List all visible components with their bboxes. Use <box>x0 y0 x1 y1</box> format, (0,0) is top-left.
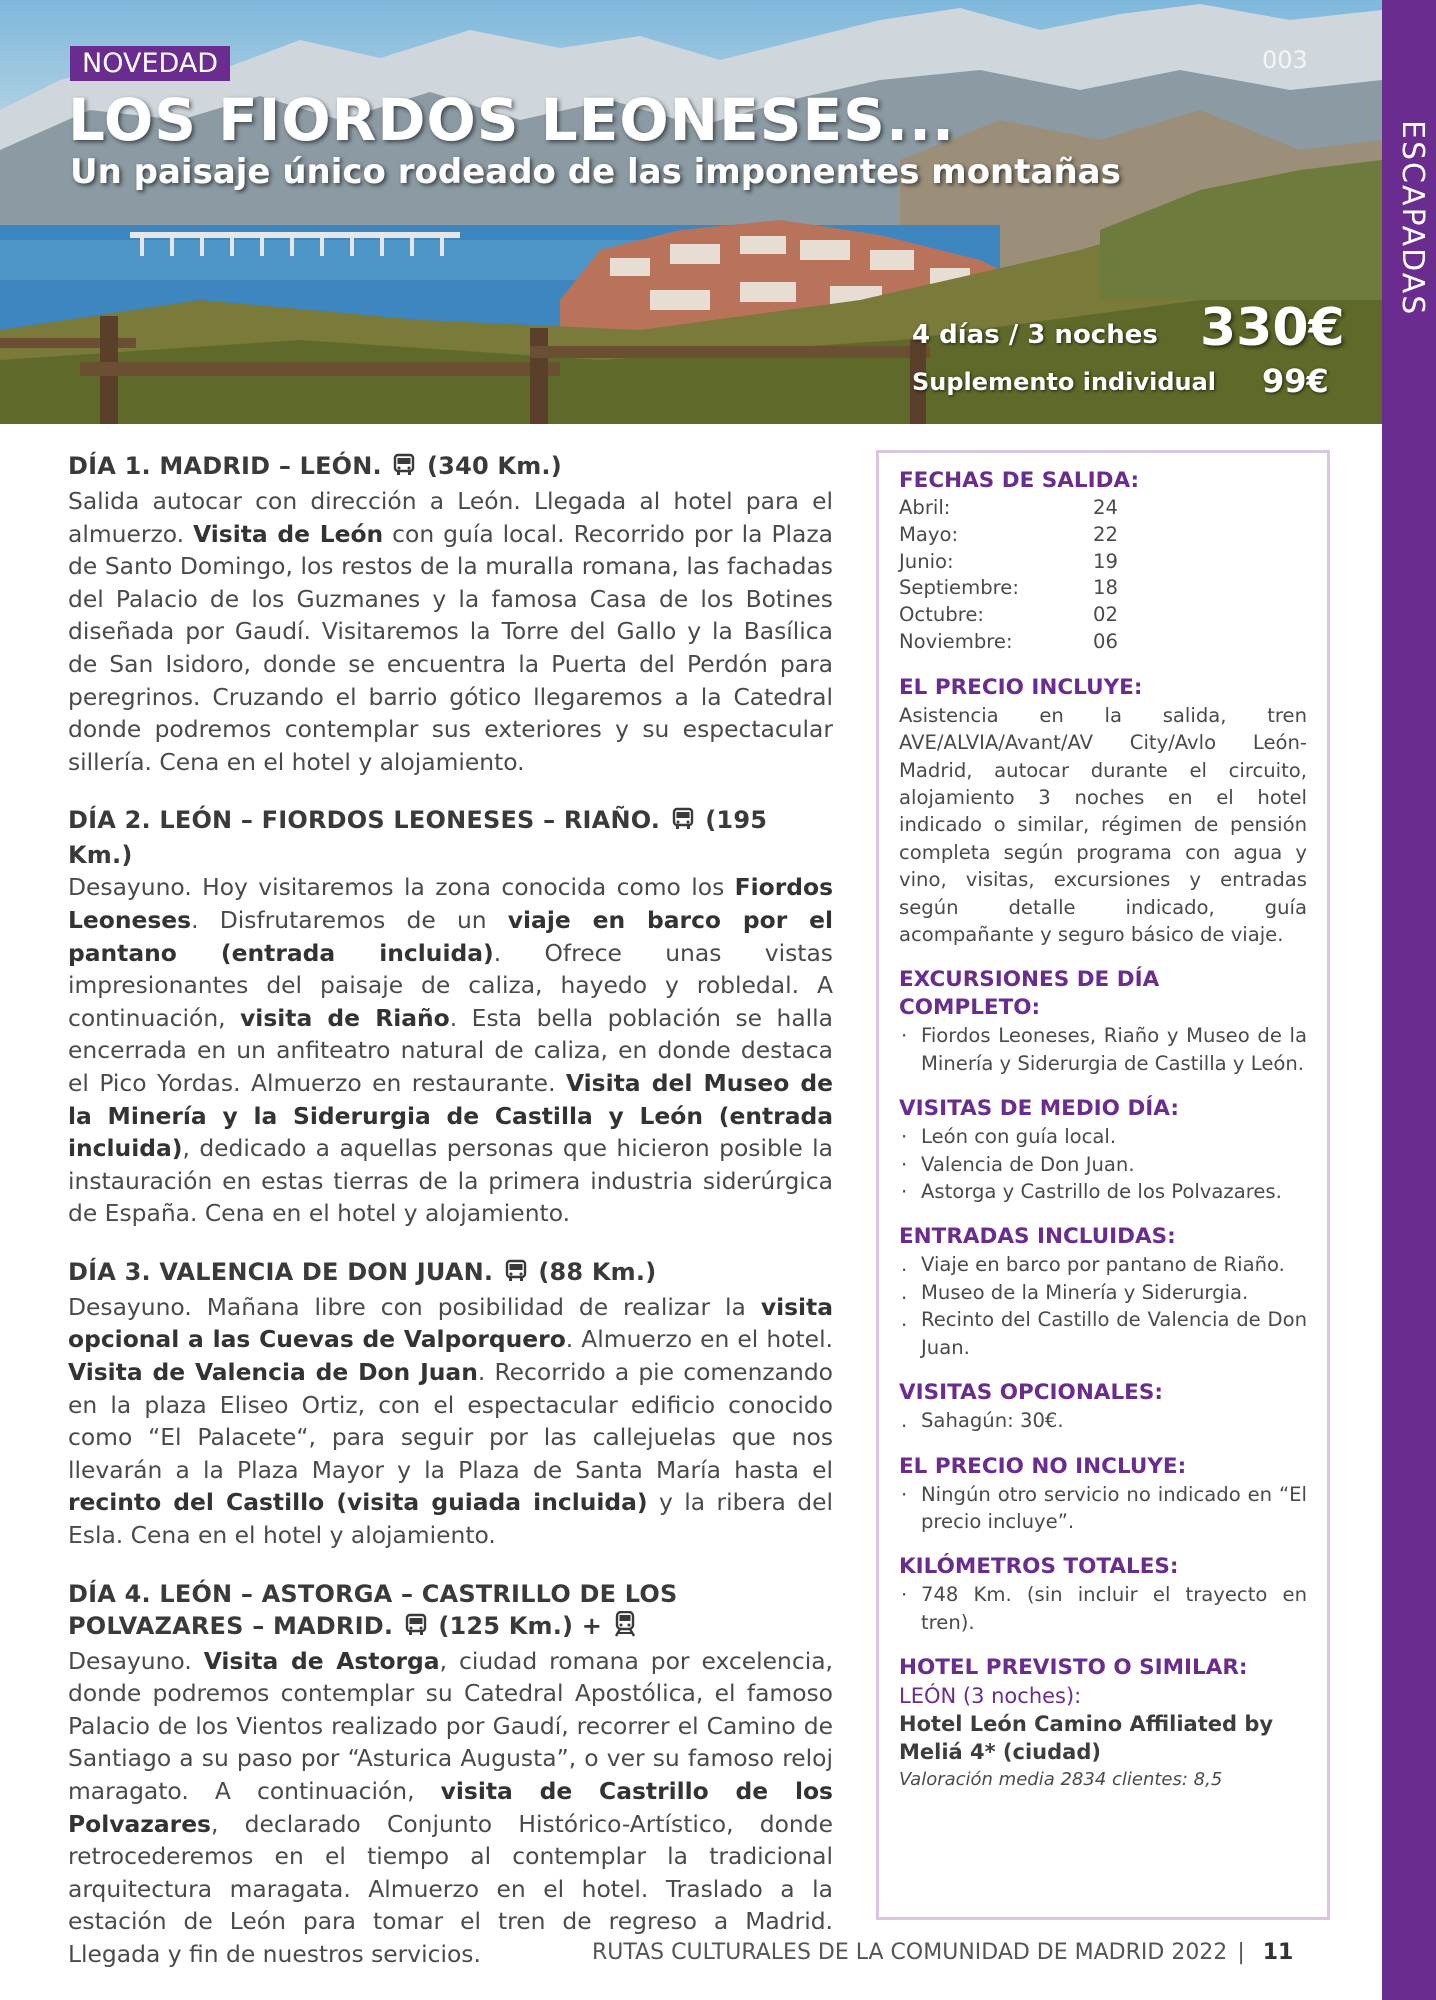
hotel-section <box>899 1654 1307 1794</box>
section-title: EL PRECIO NO INCLUYE: <box>899 1453 1187 1479</box>
list-item: . Recinto del Castillo de Valencia de Don Juan. <box>901 1308 1307 1359</box>
date-row <box>899 522 1307 549</box>
date-month: Mayo: <box>899 522 959 546</box>
section-tab-label: ESCAPADAS <box>1395 120 1430 317</box>
trip-duration: 4 días / 3 noches <box>912 320 1158 350</box>
date-row <box>899 629 1307 656</box>
date-month: Septiembre: <box>899 576 1019 600</box>
day-2 <box>68 804 833 1230</box>
date-day: 18 <box>1093 576 1118 600</box>
hotel-rating: Valoración media 2834 clientes: 8,5 <box>899 1769 1223 1791</box>
day-3 <box>68 1256 833 1552</box>
day-1 <box>68 450 833 778</box>
day-description: Desayuno. Hoy visitaremos la zona conocida como los Fiordos Leoneses. Disfrutaremos de un viaje en barco por el pantano (entrada incluida). Ofrece unas vistas impresionantes del paisaje de caliza, hayedo y robledal. A continuación, visita de Riaño. Esta bella población se halla encerrada en un anfiteatro natural de caliza, en donde destaca el Pico Yordas. Almuerzo en restaurante. Visita del Museo de la Minería y la Siderurgia de Castilla y León (entrada incluida), dedicado a aquellas personas que hicieron posible la instauración en estas tierras de la primera industria siderúrgica de España. Cena en el hotel y alojamiento. <box>68 873 834 1228</box>
list-item-text: Fiordos Leoneses, Riaño y Museo de la Minería y Siderurgia de Castilla y León. <box>921 1024 1307 1075</box>
section-title: EL PRECIO INCLUYE: <box>899 674 1143 700</box>
date-row <box>899 549 1307 576</box>
date-month: Noviembre: <box>899 629 1013 653</box>
date-day: 22 <box>1093 522 1118 546</box>
section-text: Asistencia en la salida, tren AVE/ALVIA/Avant/AV City/Avlo León-Madrid, autocar durante el circuito, alojamiento 3 noches en el hotel indicado o similar, régimen de pensión completa según programa con agua y vino, visitas, excursiones y entradas según detalle indicado, guía acompañante y seguro básico de viaje. <box>899 703 1307 947</box>
list-item-text: Viaje en barco por pantano de Riaño. <box>921 1253 1285 1277</box>
not-included-section <box>899 1453 1307 1536</box>
page-number: 11 <box>1262 1940 1294 1965</box>
list-item-text: Astorga y Castrillo de los Polvazares. <box>921 1180 1282 1204</box>
day-description: Desayuno. Mañana libre con posibilidad de realizar la visita opcional a las Cuevas de Valporquero. Almuerzo en el hotel. Visita de Valencia de Don Juan. Recorrido a pie comenzando en la plaza Eliseo Ortiz, con el espectacular edificio conocido como “El Palacete“, para seguir por las callejuelas que nos llevarán a la Plaza Mayor y la Plaza de Santa María hasta el recinto del Castillo (visita guiada incluida) y la ribera del Esla. Cena en el hotel y alojamiento. <box>68 1292 833 1550</box>
novelty-badge: NOVEDAD <box>70 46 230 81</box>
day-title <box>68 1578 833 1645</box>
date-row <box>899 575 1307 602</box>
date-day: 02 <box>1093 603 1118 627</box>
train-icon <box>613 1611 637 1645</box>
footer <box>592 1940 1293 1965</box>
section-title: HOTEL PREVISTO O SIMILAR: <box>899 1655 1248 1681</box>
day-title-text: DÍA 3. VALENCIA DE DON JUAN. <box>68 1257 494 1286</box>
day-title <box>68 804 833 871</box>
bus-icon <box>404 1613 428 1645</box>
publication-title: RUTAS CULTURALES DE LA COMUNIDAD DE MADRID 2022 <box>592 1940 1228 1965</box>
list-item-text: Ningún otro servicio no indicado en “El precio incluye”. <box>921 1482 1307 1533</box>
date-month: Junio: <box>899 549 954 573</box>
hotel-name: Hotel León Camino Affiliated by Meliá 4* (ciudad) <box>899 1712 1274 1765</box>
date-month: Octubre: <box>899 603 985 627</box>
list-item-text: 748 Km. (sin incluir el trayecto en tren). <box>921 1583 1307 1634</box>
section-title: VISITAS OPCIONALES: <box>899 1380 1163 1406</box>
trip-info-box <box>876 450 1330 1920</box>
date-month: Abril: <box>899 496 951 519</box>
list-item: . Viaje en barco por pantano de Riaño. <box>901 1253 1285 1277</box>
date-day: 19 <box>1093 549 1118 573</box>
date-row <box>899 602 1307 629</box>
hotel-city: LEÓN (3 noches): <box>899 1684 1082 1709</box>
section-title: FECHAS DE SALIDA: <box>899 468 1140 493</box>
supplement-label: Suplemento individual <box>912 368 1217 396</box>
section-title: KILÓMETROS TOTALES: <box>899 1554 1179 1580</box>
departure-dates-section <box>899 467 1307 656</box>
list-item-text: Sahagún: 30€. <box>921 1409 1064 1433</box>
list-item-text: Recinto del Castillo de Valencia de Don Juan. <box>921 1308 1307 1359</box>
day-distance: (340 Km.) <box>427 452 562 480</box>
bus-icon <box>504 1259 528 1291</box>
section-title: ENTRADAS INCLUIDAS: <box>899 1224 1176 1250</box>
list-item: · Astorga y Castrillo de los Polvazares. <box>901 1180 1282 1204</box>
day-4 <box>68 1578 833 1971</box>
day-distance: (195 Km.) <box>68 806 768 870</box>
day-title-text: DÍA 4. LEÓN – ASTORGA – CASTRILLO DE LOS POLVAZARES – MADRID. <box>68 1579 678 1640</box>
day-title <box>68 1256 833 1291</box>
day-title-text: DÍA 2. LEÓN – FIORDOS LEONESES – RIAÑO. <box>68 806 661 835</box>
list-item: · León con guía local. <box>901 1125 1117 1149</box>
section-title: EXCURSIONES DE DÍA COMPLETO: <box>899 967 1160 1021</box>
list-item: · 748 Km. (sin incluir el trayecto en tren). <box>901 1583 1307 1634</box>
price-includes-section <box>899 674 1307 949</box>
date-day: 24 <box>1093 496 1118 519</box>
day-title-text: DÍA 1. MADRID – LEÓN. <box>68 452 382 480</box>
trip-price: 330€ <box>1200 298 1345 358</box>
list-item: . Museo de la Minería y Siderurgia. <box>901 1280 1249 1304</box>
date-row <box>899 495 1307 522</box>
list-item-text: León con guía local. <box>921 1125 1117 1149</box>
side-band <box>1382 0 1436 2000</box>
day-description: Desayuno. Visita de Astorga, ciudad romana por excelencia, donde podremos contemplar su Catedral Apostólica, el famoso Palacio de los Vientos realizado por Gaudí, recorrer el Camino de Santiago a su paso por “Asturica Augusta”, o ver su famoso reloj maragato. A continuación, visita de Castrillo de los Polvazares, declarado Conjunto Histórico-Artístico, donde retrocederemos en el tiempo al contemplar la tradicional arquitectura maragata. Almuerzo en el hotel. Traslado a la estación de León para tomar el tren de regreso a Madrid. Llegada y fin de nuestros servicios. <box>68 1646 833 1968</box>
day-title <box>68 450 833 485</box>
list-item-text: Valencia de Don Juan. <box>921 1152 1135 1176</box>
date-day: 06 <box>1093 629 1118 653</box>
list-item: . Sahagún: 30€. <box>901 1409 1064 1433</box>
bus-icon <box>671 807 695 839</box>
list-item: · Ningún otro servicio no indicado en “El precio incluye”. <box>901 1482 1307 1533</box>
page-subtitle: Un paisaje único rodeado de las imponentes montañas <box>70 152 1121 192</box>
day-description: Salida autocar con dirección a León. Llegada al hotel para el almuerzo. Visita de León con guía local. Recorrido por la Plaza de Santo Domingo, los restos de la muralla romana, las fachadas del Palacio de los Guzmanes y la famosa Casa de los Botines diseñada por Gaudí. Visitaremos la Torre del Gallo y la Basílica de San Isidoro, donde se encuentra la Puerta del Perdón para peregrinos. Cruzando el barrio gótico llegaremos a la Catedral donde podremos contemplar sus exteriores y su espectacular sillería. Cena en el hotel y alojamiento. <box>68 487 833 776</box>
footer-separator: | <box>1237 1940 1245 1965</box>
full-day-excursions-section <box>899 966 1307 1077</box>
list-item-text: Museo de la Minería y Siderurgia. <box>921 1280 1249 1304</box>
itinerary <box>68 450 833 1997</box>
day-distance: (88 Km.) <box>538 1257 657 1286</box>
half-day-visits-section <box>899 1095 1307 1205</box>
optional-visits-section <box>899 1379 1307 1434</box>
list-item: · Valencia de Don Juan. <box>901 1152 1135 1176</box>
supplement-price: 99€ <box>1262 362 1329 400</box>
bus-icon <box>392 453 416 485</box>
hero-image <box>0 0 1382 424</box>
total-km-section <box>899 1553 1307 1636</box>
trip-code: 003 <box>1262 46 1308 74</box>
list-item: · Fiordos Leoneses, Riaño y Museo de la Minería y Siderurgia de Castilla y León. <box>901 1024 1307 1075</box>
included-entries-section <box>899 1223 1307 1361</box>
dates-list <box>899 495 1307 656</box>
page-title: LOS FIORDOS LEONESES... <box>68 86 956 154</box>
section-title: VISITAS DE MEDIO DÍA: <box>899 1096 1179 1122</box>
day-distance: (125 Km.) + <box>438 1611 603 1640</box>
